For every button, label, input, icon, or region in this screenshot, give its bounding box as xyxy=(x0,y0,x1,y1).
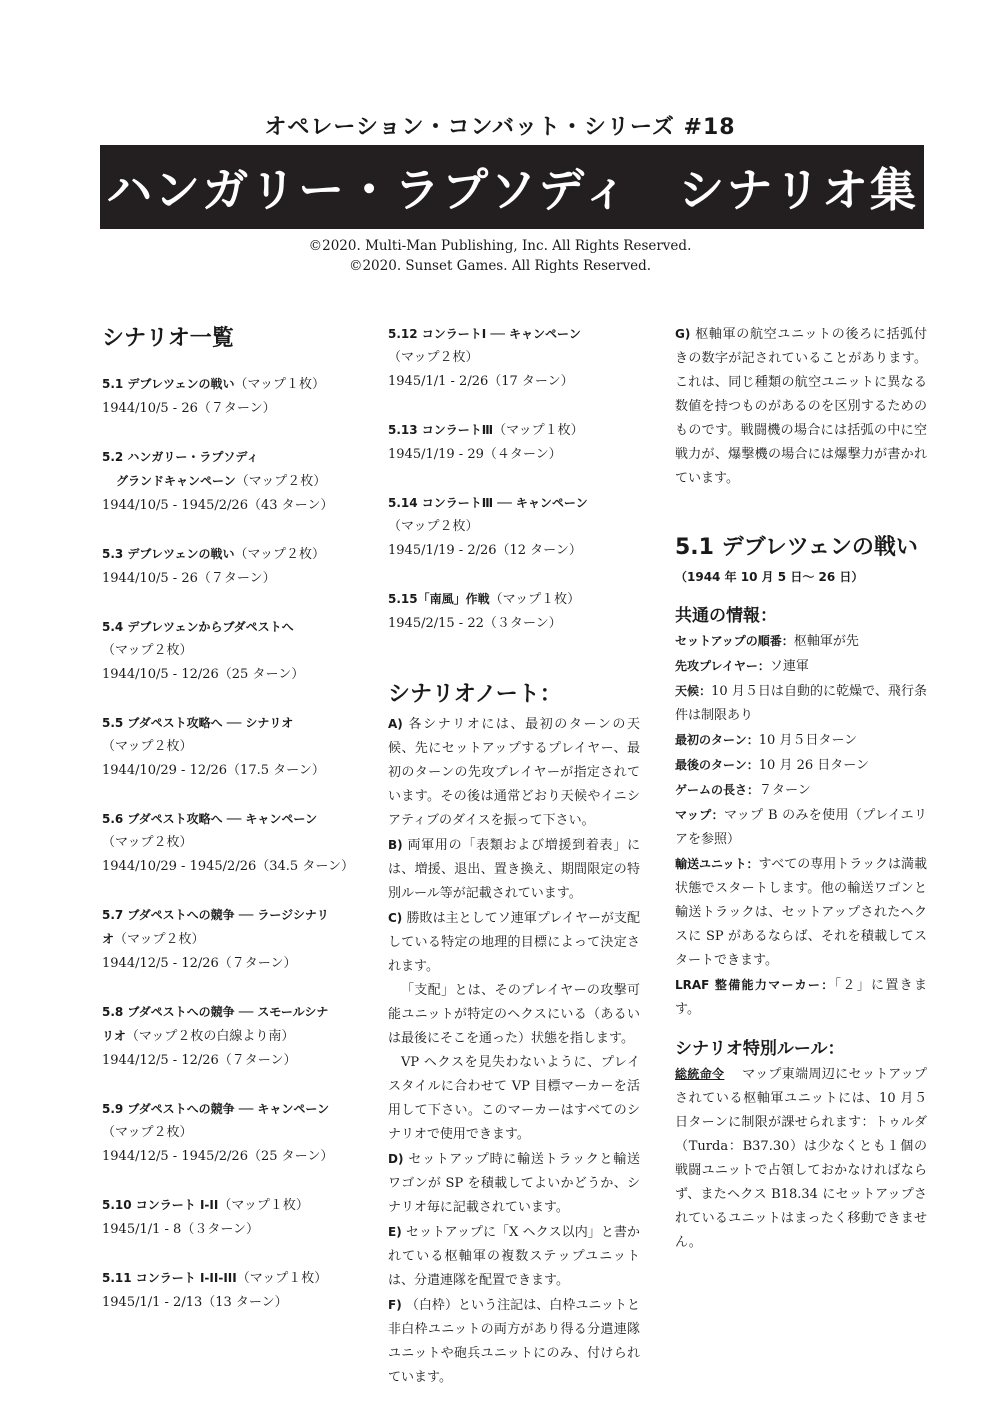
scenario-maps: （マップ１枚） xyxy=(234,377,325,392)
scenario-dates: 1945/2/15 - 22（３ターン） xyxy=(388,616,562,631)
list-item xyxy=(102,542,362,591)
scenario-maps: （マップ１枚） xyxy=(493,423,584,438)
scenario-title: 5.6 ブダペスト攻略へ ── キャンペーン xyxy=(102,812,318,826)
note-c: C) 勝敗は主としてソ連軍プレイヤーが支配している特定の地理的目標によって決定されます。 xyxy=(388,911,640,974)
scenario-5-1-subtitle: （1944 年 10 月 5 日～ 26 日） xyxy=(675,570,864,584)
list-item xyxy=(102,807,362,879)
list-item xyxy=(388,418,640,467)
scenario-title-cont: リオ xyxy=(102,1029,126,1043)
scenario-title-cont: オ xyxy=(102,932,115,946)
scenario-title: 5.10 コンラート I-II xyxy=(102,1198,219,1212)
special-rule-fuhrer-order: 総統命令 マップ東端周辺にセットアップされている枢軸軍ユニットには、10 月５日ターンに制限が課せられます：トゥルダ（Turda：B37.30）は少なくとも１個の戦闘ユニットで占領しておかなければならず、またヘクス B18.34 にセットアップされているユニットはまったく移動できません。 xyxy=(675,1067,927,1250)
scenario-title: 5.5 ブダペスト攻略へ ── シナリオ xyxy=(102,716,294,730)
scenario-maps: （マップ２枚） xyxy=(388,519,479,534)
scenario-dates: 1945/1/1 - 8（３ターン） xyxy=(102,1222,260,1237)
note-a: A) 各シナリオには、最初のターンの天候、先にセットアップするプレイヤー、最初のターンの先攻プレイヤーが指定されています。その後は通常どおり天候やイニシアティブのダイスを振って下さい。 xyxy=(388,717,640,828)
scenario-maps: （マップ２枚の白線より南） xyxy=(125,1029,295,1044)
scenario-maps: （マップ１枚） xyxy=(236,1271,328,1286)
note-c-control: 「支配」とは、そのプレイヤーの攻撃可能ユニットが特定のヘクスにいる（あるいは最後にそこを通った）状態を指します。 xyxy=(388,983,640,1046)
list-item xyxy=(102,711,362,783)
info-lraf: LRAF 整備能力マーカー：「２」に置きます。 xyxy=(675,978,927,1017)
list-item xyxy=(102,372,362,421)
info-transport: 輸送ユニット：すべての専用トラックは満載状態でスタートします。他の輸送ワゴンと輸送トラックは、セットアップされたヘクスに SP があるならば、それを積載してスタートできます。 xyxy=(675,857,928,968)
list-item xyxy=(102,1000,362,1073)
info-first-player: 先攻プレイヤー：ソ連軍 xyxy=(675,659,809,674)
scenario-maps: （マップ２枚） xyxy=(235,474,327,489)
common-info-list xyxy=(675,629,927,1022)
document-title: ハンガリー・ラプソディ シナリオ集 xyxy=(106,163,918,217)
scenario-title: 5.8 ブダペストへの競争 ── スモールシナ xyxy=(102,1005,329,1019)
copyright-mmp: ©2020. Multi-Man Publishing, Inc. All Rights Reserved. xyxy=(308,238,692,254)
scenario-title: 5.7 ブダペストへの競争 ── ラージシナリ xyxy=(102,908,329,922)
scenario-notes xyxy=(388,678,640,1390)
scenario-dates: 1944/12/5 - 12/26（７ターン） xyxy=(102,1053,297,1068)
scenario-5-1-heading: 5.1 デブレツェンの戦い xyxy=(675,535,918,560)
list-item xyxy=(388,587,640,636)
scenario-maps: （マップ２枚） xyxy=(102,835,193,850)
scenario-list-heading: シナリオ一覧 xyxy=(102,326,234,351)
scenario-title-cont: グランドキャンペーン xyxy=(116,474,236,488)
scenario-dates: 1944/10/5 - 12/26（25 ターン） xyxy=(102,667,305,682)
info-map: マップ：マップ B のみを使用（プレイエリアを参照） xyxy=(675,808,927,847)
list-item xyxy=(102,1097,362,1169)
scenario-dates: 1944/10/5 - 1945/2/26（43 ターン） xyxy=(102,498,334,513)
note-e: E) セットアップに「X ヘクス以内」と書かれている枢軸軍の複数ステップユニットは、分遣連隊を配置できます。 xyxy=(388,1225,640,1288)
scenario-maps: （マップ１枚） xyxy=(218,1198,309,1213)
scenario-notes-cont xyxy=(675,322,927,491)
scenario-dates: 1944/10/5 - 26（７ターン） xyxy=(102,401,276,416)
note-f: F) （白枠）という注記は、白枠ユニットと非白枠ユニットの両方があり得る分遣連隊ユニットや砲兵ユニットにのみ、付けられています。 xyxy=(388,1298,640,1385)
list-item xyxy=(388,491,640,563)
scenario-maps: （マップ２枚） xyxy=(234,547,325,562)
scenario-maps: （マップ２枚） xyxy=(114,932,205,947)
scenario-dates: 1945/1/1 - 2/13（13 ターン） xyxy=(102,1295,288,1310)
info-last-turn: 最後のターン：10 月 26 日ターン xyxy=(675,758,869,773)
column-3 xyxy=(675,322,927,1255)
notes-heading: シナリオノート： xyxy=(388,682,562,707)
scenario-maps: （マップ２枚） xyxy=(388,350,479,365)
scenario-title: 5.12 コンラートⅠ ── キャンペーン xyxy=(388,327,581,341)
info-weather: 天候：10 月５日は自動的に乾燥で、飛行条件は制限あり xyxy=(675,684,927,723)
copyright-sunset: ©2020. Sunset Games. All Rights Reserved. xyxy=(348,258,652,274)
note-c-vp: VP ヘクスを見失わないように、プレイスタイルに合わせて VP 目標マーカーを活用して下さい。このマーカーはすべてのシナリオで使用できます。 xyxy=(388,1055,640,1142)
scenario-title: 5.2 ハンガリー・ラプソディ xyxy=(102,450,259,464)
scenario-title: 5.3 デブレツェンの戦い xyxy=(102,547,235,561)
list-item xyxy=(102,903,362,976)
scenario-title: 5.4 デブレツェンからブダペストへ xyxy=(102,620,294,634)
list-item xyxy=(102,1266,362,1315)
scenario-maps: （マップ２枚） xyxy=(102,739,193,754)
scenario-dates: 1944/10/5 - 26（７ターン） xyxy=(102,571,276,586)
note-b: B) 両軍用の「表類および増援到着表」には、増援、退出、置き換え、期間限定の特別ルール等が記載されています。 xyxy=(388,838,640,901)
note-g: G) 枢軸軍の航空ユニットの後ろに括弧付きの数字が記されていることがあります。これは、同じ種類の航空ユニットに異なる数値を持つものがあるのを区別するためのものです。戦闘機の場合には括弧の中に空戦力が、爆撃機の場合には爆撃力が書かれています。 xyxy=(675,327,927,486)
scenario-dates: 1945/1/1 - 2/26（17 ターン） xyxy=(388,374,574,389)
info-setup-order: セットアップの順番：枢軸軍が先 xyxy=(675,634,859,649)
info-game-length: ゲームの長さ：７ターン xyxy=(675,783,811,798)
list-item xyxy=(388,322,640,394)
note-d: D) セットアップ時に輸送トラックと輸送ワゴンが SP を積載してよいかどうか、シナリオ毎に記載されています。 xyxy=(388,1152,640,1215)
scenario-title: 5.13 コンラートⅢ xyxy=(388,423,494,437)
scenario-dates: 1945/1/19 - 2/26（12 ターン） xyxy=(388,543,582,558)
document-title-banner xyxy=(100,145,924,229)
special-rules xyxy=(675,1062,927,1255)
scenario-title: 5.14 コンラートⅢ ── キャンペーン xyxy=(388,496,588,510)
scenario-maps: （マップ１枚） xyxy=(489,592,581,607)
column-1 xyxy=(102,322,362,1339)
scenario-title: 5.1 デブレツェンの戦い xyxy=(102,377,235,391)
scenario-dates: 1945/1/19 - 29（４ターン） xyxy=(388,447,562,462)
scenario-dates: 1944/10/29 - 1945/2/26（34.5 ターン） xyxy=(102,859,355,874)
scenario-dates: 1944/12/5 - 12/26（７ターン） xyxy=(102,956,297,971)
scenario-dates: 1944/10/29 - 12/26（17.5 ターン） xyxy=(102,763,325,778)
scenario-maps: （マップ２枚） xyxy=(102,643,193,658)
info-first-turn: 最初のターン：10 月５日ターン xyxy=(675,733,858,748)
list-item xyxy=(102,445,362,518)
common-info-heading: 共通の情報： xyxy=(675,606,777,626)
scenario-title: 5.11 コンラート I-II-III xyxy=(102,1271,237,1285)
series-title: オペレーション・コンバット・シリーズ #18 xyxy=(264,115,736,140)
scenario-title: 5.9 ブダペストへの競争 ── キャンペーン xyxy=(102,1102,330,1116)
special-rules-heading: シナリオ特別ルール： xyxy=(675,1039,845,1059)
scenario-title: 5.15「南風」作戦 xyxy=(388,592,490,606)
scenario-dates: 1944/12/5 - 1945/2/26（25 ターン） xyxy=(102,1149,334,1164)
list-item xyxy=(102,1193,362,1242)
column-2 xyxy=(388,322,640,1390)
scenario-maps: （マップ２枚） xyxy=(102,1125,193,1140)
list-item xyxy=(102,615,362,687)
